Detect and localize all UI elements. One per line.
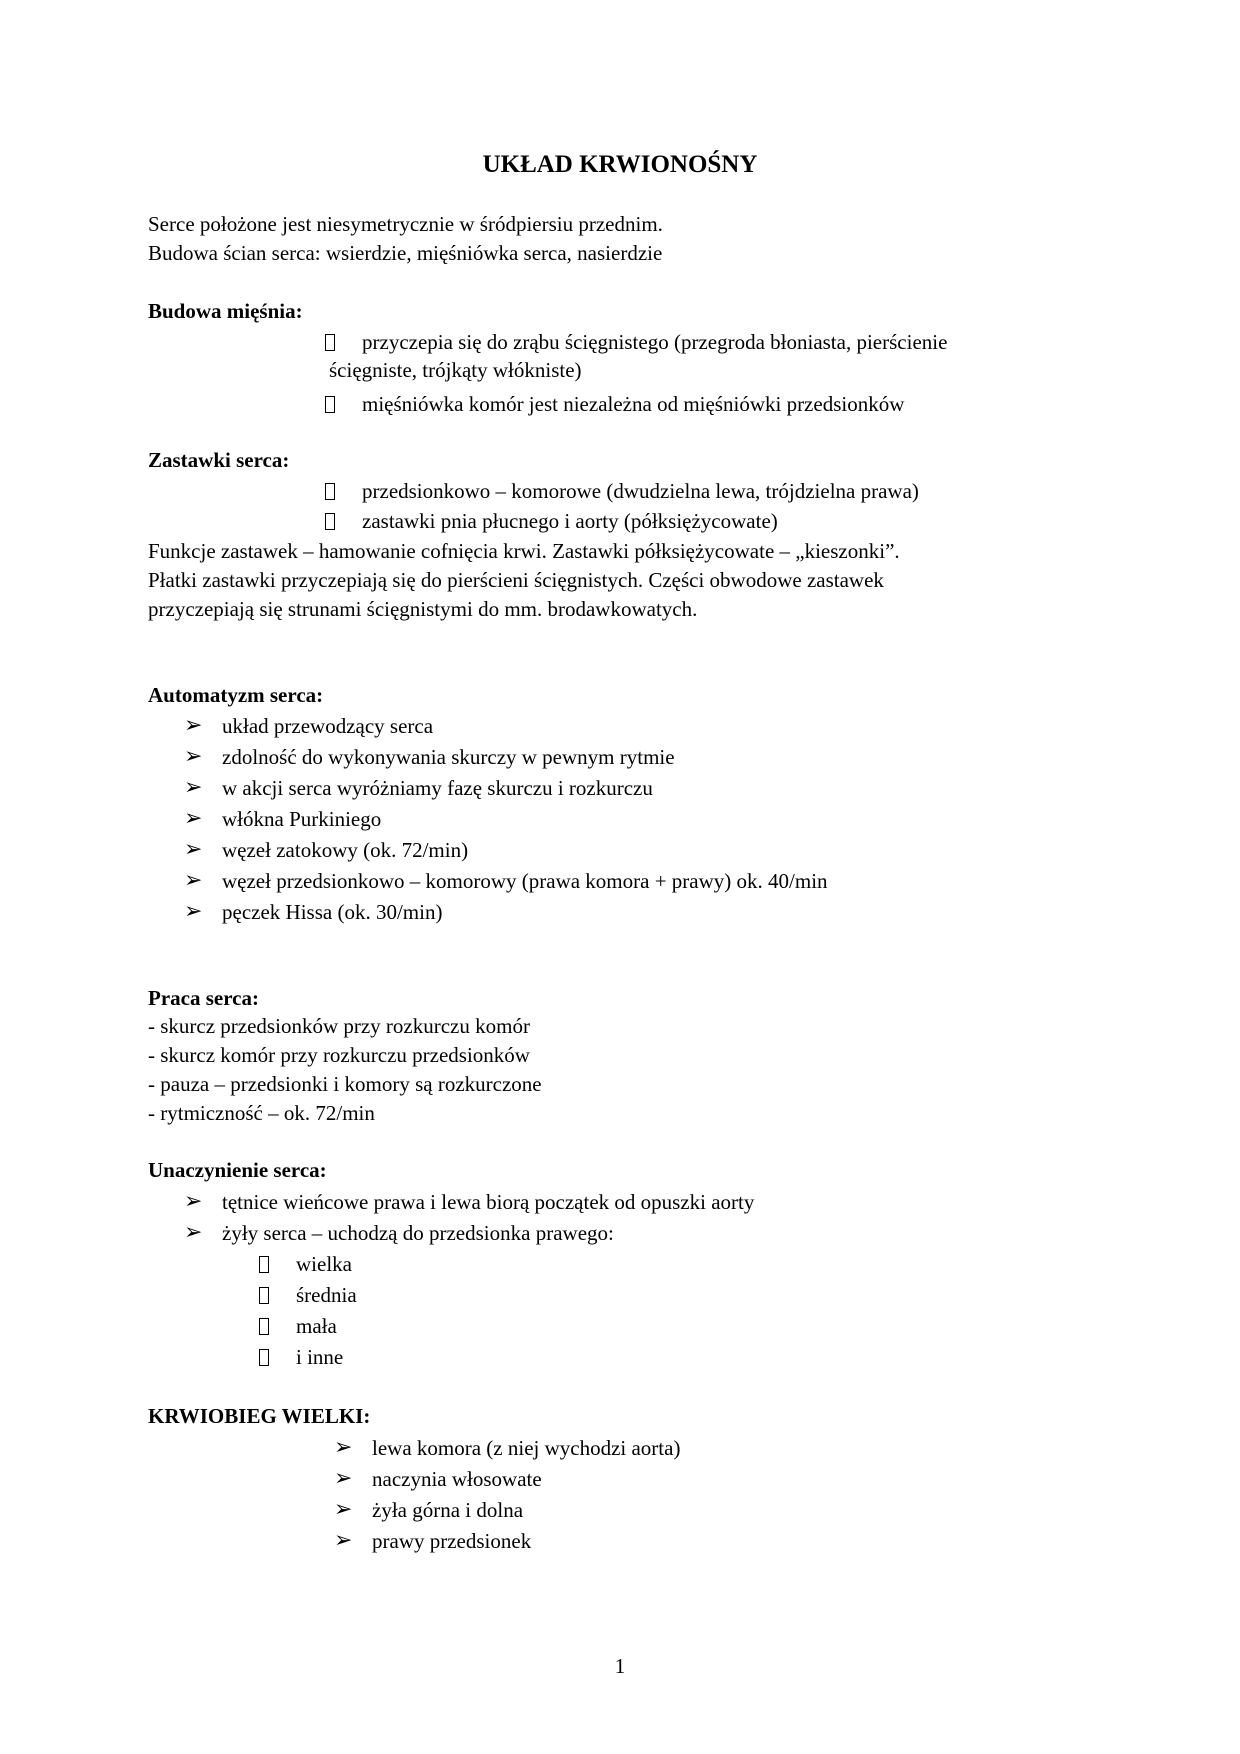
- list-item: pęczek Hissa (ok. 30/min): [222, 900, 443, 924]
- page-number: 1: [614, 1654, 626, 1678]
- paragraph-line: Płatki zastawki przyczepiają się do pierścieni ścięgnistych. Części obwodowe zastawek: [148, 568, 884, 592]
- dash-line: - rytmiczność – ok. 72/min: [148, 1101, 375, 1125]
- sub-list-item: i inne: [296, 1345, 344, 1369]
- section-heading-krwiobieg: KRWIOBIEG WIELKI:: [148, 1404, 371, 1428]
- arrow-bullet-icon: ➢: [184, 713, 203, 738]
- box-bullet-icon: [259, 1283, 269, 1311]
- box-bullet-icon: [259, 1252, 269, 1280]
- arrow-bullet-icon: ➢: [334, 1497, 353, 1522]
- sub-list-item: mała: [296, 1314, 337, 1338]
- box-bullet-icon: [325, 330, 335, 358]
- arrow-bullet-icon: ➢: [184, 1220, 203, 1245]
- section-heading-unaczynienie: Unaczynienie serca:: [148, 1158, 327, 1182]
- list-item-continuation: ścięgniste, trójkąty włókniste): [329, 358, 582, 382]
- list-item: układ przewodzący serca: [222, 714, 434, 738]
- list-item: zdolność do wykonywania skurczy w pewnym rytmie: [222, 745, 675, 769]
- box-bullet-icon: [325, 392, 335, 420]
- arrow-bullet-icon: ➢: [184, 775, 203, 800]
- list-item: lewa komora (z niej wychodzi aorta): [372, 1436, 681, 1460]
- box-bullet-icon: [259, 1345, 269, 1373]
- intro-line: Budowa ścian serca: wsierdzie, mięśniówka serca, nasierdzie: [148, 241, 663, 265]
- section-heading-automatyzm: Automatyzm serca:: [148, 683, 324, 707]
- arrow-bullet-icon: ➢: [184, 868, 203, 893]
- arrow-bullet-icon: ➢: [334, 1435, 353, 1460]
- list-item: przyczepia się do zrąbu ścięgnistego (przegroda błoniasta, pierścienie: [362, 330, 948, 354]
- dash-line: - skurcz przedsionków przy rozkurczu komór: [148, 1014, 530, 1038]
- intro-line: Serce położone jest niesymetrycznie w śródpiersiu przednim.: [148, 212, 663, 236]
- list-item: w akcji serca wyróżniamy fazę skurczu i rozkurczu: [222, 776, 653, 800]
- section-heading-zastawki: Zastawki serca:: [148, 448, 290, 472]
- dash-line: - pauza – przedsionki i komory są rozkurczone: [148, 1072, 542, 1096]
- sub-list-item: wielka: [296, 1252, 352, 1276]
- box-bullet-icon: [325, 509, 335, 537]
- arrow-bullet-icon: ➢: [184, 1189, 203, 1214]
- list-item: żyła górna i dolna: [372, 1498, 524, 1522]
- dash-line: - skurcz komór przy rozkurczu przedsionków: [148, 1043, 530, 1067]
- arrow-bullet-icon: ➢: [334, 1466, 353, 1491]
- list-item: żyły serca – uchodzą do przedsionka prawego:: [222, 1221, 614, 1245]
- list-item: naczynia włosowate: [372, 1467, 542, 1491]
- arrow-bullet-icon: ➢: [184, 899, 203, 924]
- list-item: prawy przedsionek: [372, 1529, 532, 1553]
- section-heading-praca: Praca serca:: [148, 986, 259, 1010]
- page-title: UKŁAD KRWIONOŚNY: [482, 151, 758, 178]
- arrow-bullet-icon: ➢: [184, 744, 203, 769]
- list-item: węzeł zatokowy (ok. 72/min): [222, 838, 469, 862]
- section-heading-budowa: Budowa mięśnia:: [148, 299, 303, 323]
- box-bullet-icon: [259, 1314, 269, 1342]
- list-item: włókna Purkiniego: [222, 807, 382, 831]
- list-item: węzeł przedsionkowo – komorowy (prawa komora + prawy) ok. 40/min: [222, 869, 828, 893]
- arrow-bullet-icon: ➢: [184, 806, 203, 831]
- sub-list-item: średnia: [296, 1283, 357, 1307]
- list-item: mięśniówka komór jest niezależna od mięśniówki przedsionków: [362, 392, 905, 416]
- paragraph-line: przyczepiają się strunami ścięgnistymi do mm. brodawkowatych.: [148, 597, 698, 621]
- paragraph-line: Funkcje zastawek – hamowanie cofnięcia krwi. Zastawki półksiężycowate – „kieszonki”.: [148, 539, 900, 563]
- list-item: zastawki pnia płucnego i aorty (półksiężycowate): [362, 509, 778, 533]
- list-item: przedsionkowo – komorowe (dwudzielna lewa, trójdzielna prawa): [362, 479, 919, 503]
- arrow-bullet-icon: ➢: [184, 837, 203, 862]
- list-item: tętnice wieńcowe prawa i lewa biorą początek od opuszki aorty: [222, 1190, 755, 1214]
- box-bullet-icon: [325, 479, 335, 507]
- arrow-bullet-icon: ➢: [334, 1528, 353, 1553]
